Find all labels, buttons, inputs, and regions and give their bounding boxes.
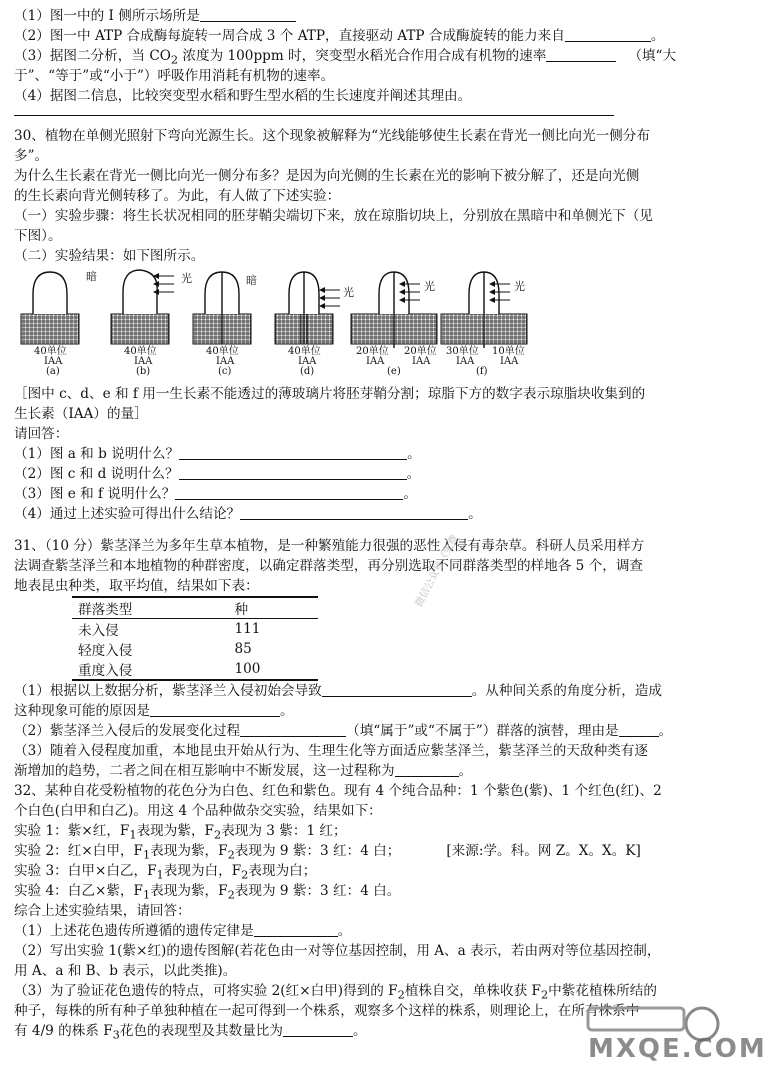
q32-exp-1 (14, 821, 726, 841)
answer-line[interactable] (14, 114, 614, 116)
period: 。 (353, 1023, 367, 1039)
q31-text: 31、（10 分）紫茎泽兰为多年生草本植物，是一种繁殖能力很强的恶性入侵有毒杂草。科研人员采用样方 (14, 538, 645, 554)
q29-item-4 (14, 86, 726, 106)
light-label-b: 光 (181, 272, 192, 285)
q32-text: 表现为白； (248, 863, 317, 879)
period: 。 (403, 486, 417, 502)
q32-text: 表现为 3 紫：1 红； (221, 823, 347, 839)
q32-text: 植株自交，单株收获 F (404, 983, 541, 999)
q30-question: （1）图 a 和 b 说明什么？ (14, 446, 180, 462)
agar-block (21, 314, 79, 344)
light-label-d: 光 (343, 286, 354, 299)
subscript: 2 (540, 987, 549, 1002)
q31-answer-3 (14, 741, 726, 761)
q31-text: 渐增加的趋势，二者之间在相互影响中不断发展，这一过程称为 (14, 763, 395, 779)
table-row (72, 639, 318, 659)
period: 。 (406, 466, 421, 482)
q32-answer-2 (14, 941, 726, 961)
insect-species-table (72, 596, 318, 681)
answer-blank[interactable] (395, 762, 459, 777)
q30-intro-4 (14, 186, 726, 206)
q30-note: 生长素（IAA）的量］ (14, 406, 148, 422)
subscript: 2 (241, 867, 249, 882)
dark-label-c: 暗 (246, 274, 257, 287)
label-e-mid-left: IAA (366, 356, 385, 367)
q30-text: 下图）。 (14, 228, 62, 244)
answer-blank[interactable] (240, 505, 468, 520)
q31-answer-3-cont (14, 761, 726, 781)
q29-text-3d: （填“大 (628, 48, 677, 64)
subscript: 1 (156, 867, 164, 882)
q32-text: 实验 3：白甲×白乙，F (14, 863, 157, 879)
q29-text-3c: 浓度为 100ppm 时，突变型水稻光合作用合成有机物的速率 (178, 48, 547, 64)
label-a-top: 40单位 (34, 346, 67, 357)
q31-answer-2 (14, 721, 726, 741)
answer-blank[interactable] (200, 7, 296, 22)
q30-ask-text: 请回答： (14, 426, 69, 442)
q29-item-2 (14, 26, 726, 46)
q32-exp-3 (14, 861, 726, 881)
q29-item-3 (14, 46, 726, 66)
q30-answer-3 (14, 484, 726, 504)
answer-blank[interactable] (240, 722, 346, 737)
q32-text: 个白色(白甲和白乙)。用这 4 个品种做杂交实验，结果如下： (14, 803, 382, 819)
q32-text: （2）写出实验 1(紫×红)的遗传图解(若花色由一对等位基因控制，用 A、a 表示，若由两对等位基因控制， (14, 943, 661, 959)
q32-text: 表现为紫，F (136, 823, 214, 839)
subscript: 2 (397, 987, 405, 1002)
table-row (72, 619, 318, 640)
q30-text: （二）实验结果：如下图所示。 (14, 248, 205, 264)
label-d-mid: IAA (298, 356, 317, 367)
label-f-top-right: 10单位 (492, 346, 525, 357)
table-header-row (72, 597, 318, 619)
light-label-e: 光 (424, 280, 435, 293)
q32-text: 32、某种自花受粉植物的花色分为白色、红色和紫色。现有 4 个纯合品种：1 个紫色(紫)、1 个红色(红)、2 (14, 783, 662, 799)
label-d-bot: (d) (300, 366, 315, 377)
label-f-bot: (f) (476, 366, 488, 377)
q32-text: （1）上述花色遗传所遵循的遗传定律是 (14, 923, 254, 939)
period: 。 (407, 446, 421, 462)
period: 。 (658, 723, 673, 739)
subscript: 1 (142, 847, 151, 862)
q30-note-1 (14, 384, 726, 404)
table-cell: 100 (234, 661, 261, 677)
coleoptile-figure (14, 268, 726, 380)
q29-item-1 (14, 6, 726, 26)
q32-intro-1 (14, 781, 726, 801)
q32-text: 实验 2：红×白甲，F (14, 843, 143, 859)
q29-text-2: （2）图一中 ATP 合成酶每旋转一周合成 3 个 ATP，直接驱动 ATP 合成酶旋转的能力来自 (14, 28, 565, 44)
q29-item-3-cont (14, 66, 726, 86)
q31-text: 法调查紫茎泽兰和本地植物的种群密度，以确定群落类型，再分别选取不同群落类型的样地各 5 个，调查 (14, 558, 644, 574)
q31-intro-2 (14, 556, 726, 576)
period: 。 (650, 28, 665, 44)
q30-intro-3 (14, 166, 726, 186)
answer-blank[interactable] (179, 445, 407, 460)
answer-blank[interactable] (565, 27, 651, 42)
q30-note-2 (14, 404, 726, 424)
q32-summary (14, 901, 726, 921)
table-cell: 重度入侵 (78, 663, 133, 679)
q32-exp-4 (14, 881, 726, 901)
source-tag: [来源:学。科。网 Z。X。X。K] (446, 843, 641, 859)
q32-text: 实验 4：白乙×紫，F (14, 883, 143, 899)
exam-page (14, 6, 726, 1041)
table-cell: 85 (234, 641, 252, 657)
q32-answer-2-cont (14, 961, 726, 981)
table-header-cell: 群落类型 (78, 602, 133, 618)
q30-text: （一）实验步骤：将生长状况相同的胚芽鞘尖端切下来，放在琼脂切块上，分别放在黑暗中和单侧光下（见 (14, 208, 653, 224)
coleoptile-tip (123, 270, 157, 314)
label-f-mid-left: IAA (456, 356, 475, 367)
watermark-text: 微信公众号《免费 (413, 533, 461, 610)
agar-block (111, 314, 169, 344)
q31-text: 地表昆虫种类，取平均值，结果如下表： (14, 578, 259, 594)
q32-text: 表现为紫，F (150, 843, 228, 859)
q32-text: （3）为了验证花色遗传的特点，可将实验 2(红×白甲)得到的 F (14, 983, 398, 999)
q30-text: 为什么生长素在背光一侧比向光一侧分布多？是因为向光侧的生长素在光的影响下被分解了，还是向光侧 (14, 168, 640, 184)
period: 。 (458, 763, 473, 779)
q31-text: （1）根据以上数据分析，紫茎泽兰入侵初始会导致 (14, 683, 322, 699)
q32-text: 种子，每株的所有种子单独种植在一起可得到一个株系，观察多个这样的株系，则理论上，在所有株系中 (14, 1003, 640, 1019)
q29-text-4: （4）据图二信息，比较突变型水稻和野生型水稻的生长速度并阐述其理由。 (14, 88, 472, 104)
q30-text: 多”。 (14, 148, 49, 164)
label-e-top-right: 20单位 (404, 346, 437, 357)
table-cell: 轻度入侵 (78, 643, 133, 659)
q30-answer-4 (14, 504, 726, 524)
q30-question: （3）图 e 和 f 说明什么？ (14, 486, 176, 502)
q32-text: 表现为白，F (163, 863, 242, 879)
label-a-bot: (a) (46, 366, 60, 377)
answer-blank[interactable] (619, 722, 659, 737)
answer-blank[interactable] (283, 1022, 353, 1037)
q30-text: 30、植物在单侧光照射下弯向光源生长。这个现象被解释为“光线能够使生长素在背光一侧比向光一侧分布 (14, 128, 650, 144)
subscript: 2 (213, 827, 222, 842)
subscript: 2 (170, 52, 179, 67)
q30-answer-1 (14, 444, 726, 464)
period: 。 (279, 703, 294, 719)
subscript: 2 (227, 847, 235, 862)
subscript: 2 (227, 887, 235, 902)
answer-blank[interactable] (254, 922, 338, 937)
q32-answer-3 (14, 981, 726, 1001)
q31-text: （3）随着入侵程度加重，本地昆虫开始从行为、生理生化等方面适应紫茎泽兰，紫茎泽兰的天敌种类有逐 (14, 743, 648, 759)
q32-text: 表现为紫，F (150, 883, 228, 899)
logo-text: MXQE.COM (588, 1034, 767, 1064)
answer-blank[interactable] (179, 465, 407, 480)
q32-text: 花色的表现型及其数量比为 (119, 1023, 283, 1039)
period: 。 (468, 506, 482, 522)
label-c-mid: IAA (216, 356, 235, 367)
q30-question: （4）通过上述实验可得出什么结论？ (14, 506, 241, 522)
q32-text: 表现为 9 紫：3 红：4 白； (234, 843, 401, 859)
table-cell: 未入侵 (78, 623, 119, 639)
q32-answer-1 (14, 921, 726, 941)
q30-answer-2 (14, 464, 726, 484)
q31-intro-1 (14, 536, 726, 556)
q32-text: 综合上述实验结果，请回答： (14, 903, 191, 919)
q31-text: （填“属于”或“不属于”）群落的演替，理由是 (346, 723, 619, 739)
site-logo (552, 1002, 767, 1066)
answer-blank[interactable] (546, 47, 616, 62)
q31-text: 这种现象可能的原因是 (14, 703, 150, 719)
table-header-cell: 种 (234, 602, 249, 618)
q32-text: 实验 1：紫×红，F (14, 823, 130, 839)
q32-intro-2 (14, 801, 726, 821)
q32-text: 用 A、a 和 B、b 表示，以此类推)。 (14, 963, 237, 979)
label-b-top: 40单位 (124, 346, 157, 357)
q32-exp-2 (14, 841, 726, 861)
label-e-bot: (e) (387, 366, 401, 377)
coleoptile-tip (33, 272, 67, 314)
q30-step-1 (14, 206, 726, 226)
label-a-mid: IAA (44, 356, 63, 367)
label-f-top-left: 30单位 (446, 346, 479, 357)
q31-text: 。从种间关系的角度分析，造成 (471, 683, 663, 699)
label-f-mid-right: IAA (500, 356, 519, 367)
q30-intro-1 (14, 126, 726, 146)
label-e-top-left: 20单位 (356, 346, 389, 357)
table-row (72, 659, 318, 680)
label-b-bot: (b) (136, 366, 151, 377)
q32-text: 有 4/9 的株系 F (14, 1023, 113, 1039)
q31-answer-1 (14, 681, 726, 701)
label-b-mid: IAA (134, 356, 153, 367)
q29-text-3a: （3）据图二分析，当 CO (14, 48, 171, 64)
q31-intro-3 (14, 576, 726, 596)
subscript: 1 (142, 887, 151, 902)
q30-ask (14, 424, 726, 444)
table-cell: 111 (234, 621, 261, 637)
q31-answer-1-cont (14, 701, 726, 721)
q29-text-3e: 于”、“等于”或“小于”）呼吸作用消耗有机物的速率。 (14, 68, 335, 84)
period: 。 (337, 923, 352, 939)
label-d-top: 40单位 (288, 346, 321, 357)
dark-label-a: 暗 (86, 270, 97, 283)
answer-blank[interactable] (150, 702, 280, 717)
q31-text: （2）紫茎泽兰入侵后的发展变化过程 (14, 723, 241, 739)
answer-blank[interactable] (322, 682, 472, 697)
q32-text: 表现为 9 紫：3 红：4 白。 (234, 883, 401, 899)
subscript: 1 (129, 827, 137, 842)
q30-step-2 (14, 226, 726, 246)
label-c-top: 40单位 (206, 346, 239, 357)
subscript: 3 (112, 1027, 120, 1042)
label-c-bot: (c) (218, 366, 232, 377)
q30-question: （2）图 c 和 d 说明什么？ (14, 466, 179, 482)
coleoptile-diagram (14, 268, 574, 380)
q30-text: 的生长素向背光侧转移了。为此，有人做了下述实验： (14, 188, 341, 204)
q29-text-1: （1）图一中的 I 侧所示场所是 (14, 8, 200, 24)
answer-blank[interactable] (175, 485, 403, 500)
q30-intro-2 (14, 146, 726, 166)
label-e-mid-right: IAA (412, 356, 431, 367)
q32-text: 中紫花植株所结的 (548, 983, 657, 999)
light-label-f: 光 (514, 280, 525, 293)
q30-note: ［图中 c、d、e 和 f 用一生长素不能透过的薄玻璃片将胚芽鞘分割；琼脂下方的数字表示琼脂块收集到的 (14, 386, 646, 402)
q30-result (14, 246, 726, 266)
